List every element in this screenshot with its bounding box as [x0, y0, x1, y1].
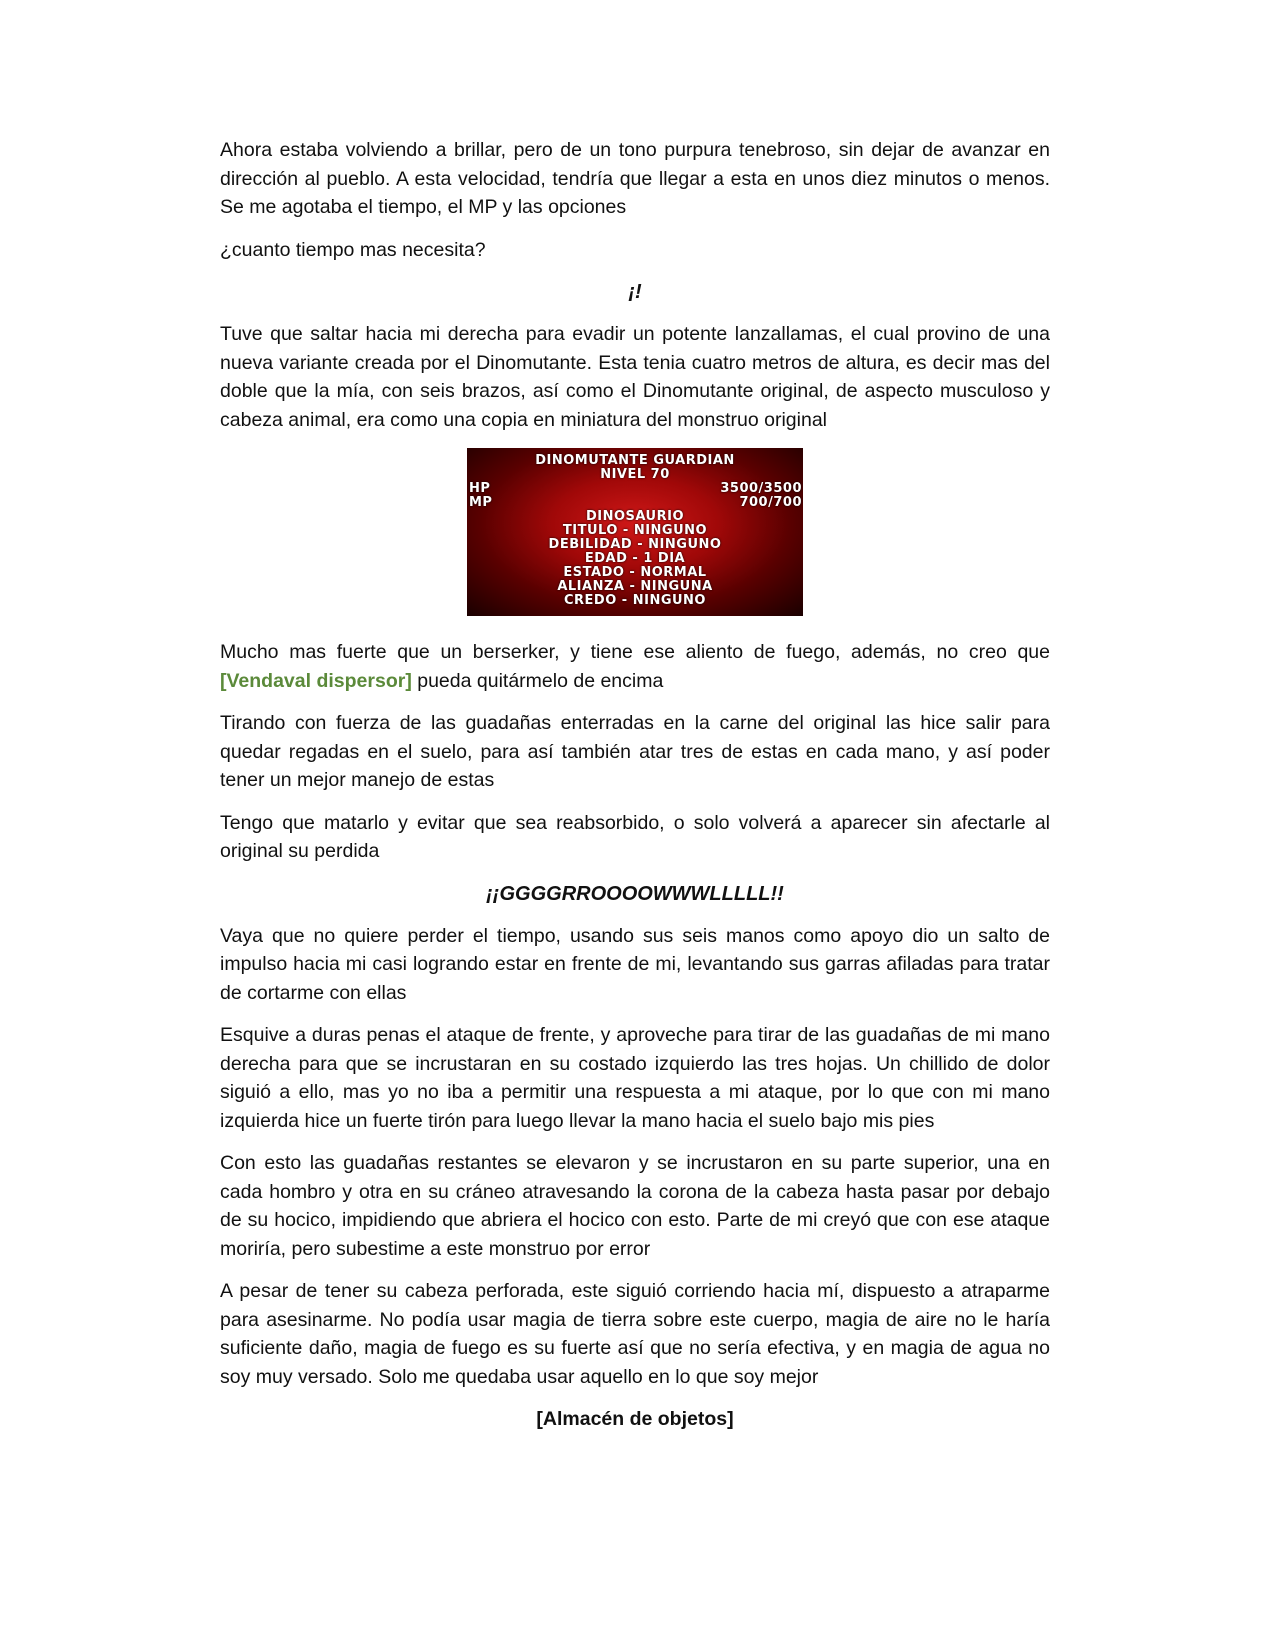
status-window-image [467, 448, 803, 616]
paragraph-impale: Con esto las guadañas restantes se elevaron y se incrustaron en su parte superior, una en cada hombro y otra en su cráneo atravesando la corona de la cabeza hasta pasar por debajo de su hocico, impidiendo que abriera el hocico con esto. Parte de mi creyó que con ese ataque moriría, pero subestime a este monstruo por error [220, 1152, 1050, 1260]
status-age: EDAD - 1 DIA [584, 551, 686, 566]
status-alliance: ALIANZA - NINGUNA [557, 579, 713, 594]
paragraph-magic: A pesar de tener su cabeza perforada, este siguió corriendo hacia mí, dispuesto a atraparme para asesinarme. No podía usar magia de tierra sobre este cuerpo, magia de aire no le haría suficiente daño, magia de fuego es su fuerte así que no sería efectiva, y en magia de agua no soy muy versado. Solo me quedaba usar aquello en lo que soy mejor [220, 1280, 1050, 1388]
status-weakness: DEBILIDAD - NINGUNO [548, 537, 722, 552]
paragraph-dodge: Esquive a duras penas el ataque de frente, y aproveche para tirar de las guadañas de mi mano derecha para que se incrustaran en su costado izquierdo las tres hojas. Un chillido de dolor siguió a ello, mas yo no iba a permitir una respuesta a mi ataque, por lo que con mi mano izquierda hice un fuerte tirón para luego llevar la mano hacia el suelo bajo mis pies [220, 1024, 1050, 1132]
status-mp-value: 700/700 [739, 495, 802, 510]
exclamation-short: ¡! [628, 281, 642, 303]
status-hp-value: 3500/3500 [720, 481, 802, 496]
paragraph-shining: Ahora estaba volviendo a brillar, pero de un tono purpura tenebroso, sin dejar de avanzar en dirección al pueblo. A esta velocidad, tendría que llegar a esta en unos diez minutos o menos. Se me agotaba el tiempo, el MP y las opciones [220, 139, 1050, 218]
status-level: NIVEL 70 [600, 467, 670, 482]
status-mp-label: MP [469, 495, 493, 510]
paragraph-question: ¿cuanto tiempo mas necesita? [220, 238, 486, 261]
paragraph-breath [220, 638, 1050, 695]
status-hp-label: HP [469, 481, 491, 496]
paragraph-variant: Tuve que saltar hacia mi derecha para evadir un potente lanzallamas, el cual provino de una nueva variante creada por el Dinomutante. Esta tenia cuatro metros de altura, es decir mas del doble que la mía, con seis brazos, así como el Dinomutante original, de aspecto musculoso y cabeza animal, era como una copia en miniatura del monstruo original [220, 323, 1050, 431]
paragraph-kill: Tengo que matarlo y evitar que sea reabsorbido, o solo volverá a aparecer sin afectarle al original su perdida [220, 811, 1050, 862]
status-creed: CREDO - NINGUNO [564, 593, 706, 608]
closing-skill: [Almacén de objetos] [536, 1408, 734, 1430]
document-page [220, 136, 1050, 1448]
paragraph-jump: Vaya que no quiere perder el tiempo, usando sus seis manos como apoyo dio un salto de impulso hacia mi casi logrando estar en frente de mi, levantando sus garras afiladas para tratar de cortarme con ellas [220, 924, 1050, 1004]
status-title: TITULO - NINGUNO [562, 523, 708, 538]
skill-vendaval-dispersor: [Vendaval dispersor] [220, 669, 412, 692]
paragraph-breath-after: pueda quitármelo de encima [411, 669, 664, 692]
exclamation-roar: ¡¡GGGGRROOOOWWWLLLLL!! [486, 882, 784, 905]
paragraph-scythes: Tirando con fuerza de las guadañas enterradas en la carne del original las hice salir para quedar regadas en el suelo, para así también atar tres de estas en cada mano, y así poder tener un mejor manejo de estas [220, 712, 1050, 791]
paragraph-breath-before: Mucho mas fuerte que un berserker, y tiene ese aliento de fuego, además, no creo que [220, 641, 1050, 663]
status-name: DINOMUTANTE GUARDIAN [535, 453, 735, 468]
status-race: DINOSAURIO [585, 509, 685, 524]
status-state: ESTADO - NORMAL [563, 565, 707, 580]
